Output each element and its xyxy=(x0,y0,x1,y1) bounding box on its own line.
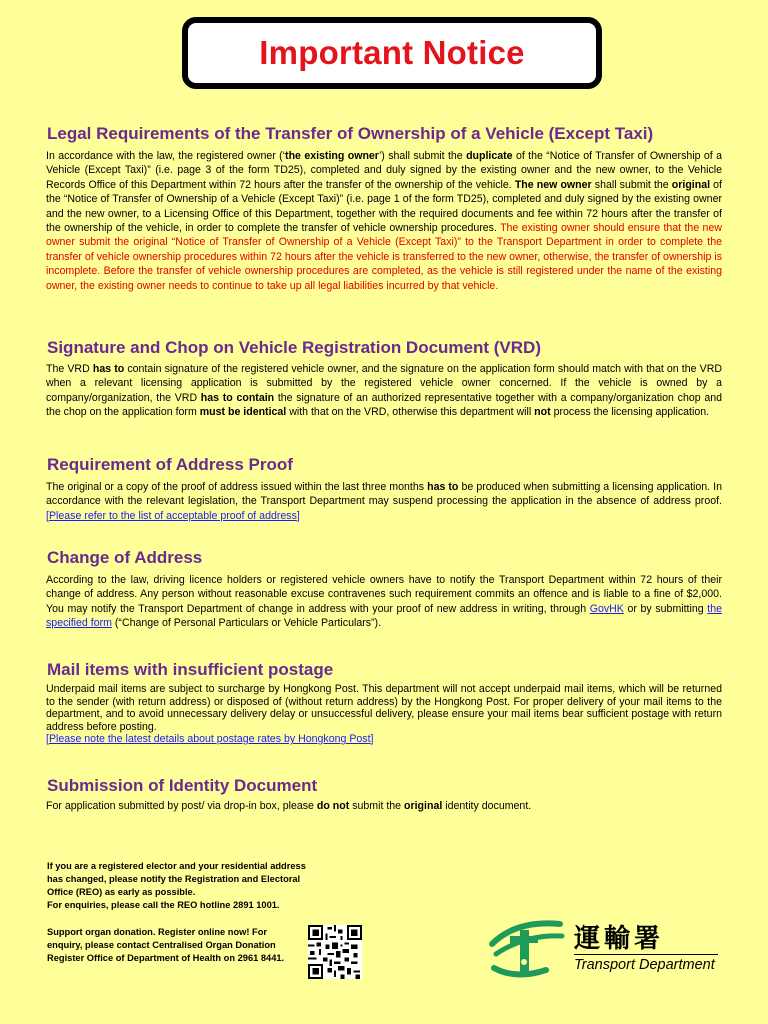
address-proof-heading: Requirement of Address Proof xyxy=(47,455,293,474)
change-address-heading: Change of Address xyxy=(47,548,203,567)
logo-chinese-text: 運輸署 xyxy=(574,924,665,954)
notice-title-box xyxy=(182,17,602,89)
qr-code-icon[interactable] xyxy=(308,925,362,979)
mail-heading: Mail items with insufficient postage xyxy=(47,660,334,679)
change-address-paragraph: According to the law, driving licence holders or registered vehicle owners have to notify the Transport Department within 72 hours of their change of address. Any person without reasonable excuse contravenes such requirement commits an offence and is liable to a fine of $2,000. You may notify the Transport Department of change in address with your proof of new address in writing, through GovHK or by submitting the specified form (“Change of Personal Particulars or Vehicle Particulars”). xyxy=(46,574,722,630)
organ-donation-note: Support organ donation. Register online now! For enquiry, please contact Centralised Organ Donation Register Office of Department of Health on 2961 8441. xyxy=(47,927,285,963)
reo-note: If you are a registered elector and your residential address has changed, please notify the Registration and Electoral Office (REO) as early as possible. For enquiries, please call the REO hotline 2891 1001. xyxy=(47,861,306,910)
transport-department-logo xyxy=(486,914,726,984)
specified-form-link[interactable]: the specified form xyxy=(46,602,722,630)
page-title: Important Notice xyxy=(259,34,525,71)
signature-heading: Signature and Chop on Vehicle Registration Document (VRD) xyxy=(47,338,541,357)
reo-hotline: For enquiries, please call the REO hotline 2891 1001. xyxy=(47,900,280,910)
signature-paragraph: The VRD has to contain signature of the registered vehicle owner, and the signature on the application form should match with that on the VRD when a relevant licensing application is submitted by the registered vehicle owner concerned. If the vehicle is owned by a company/organization, the VRD has to contain the signature of an authorized representative together with a company/organization chop and the chop on the application form must be identical with that on the VRD, otherwise this department will not process the licensing application. xyxy=(46,363,722,419)
address-proof-paragraph: The original or a copy of the proof of address issued within the last three months has to be produced when submitting a licensing application. In accordance with the relevant legislation, the Transport Department may suspend processing the application in the absence of address proof. [Please refer to the list of acceptable proof of address] xyxy=(46,481,723,522)
identity-heading: Submission of Identity Document xyxy=(47,776,318,795)
mail-paragraph: Underpaid mail items are subject to surcharge by Hongkong Post. This department will not accept underpaid mail items, which will be returned to the sender (with return address) or disposed of (without return address) by the Hongkong Post. For proper delivery of your mail items to the department, and to avoid unnecessary delivery delay or unsuccessful delivery, please ensure your mail items bear sufficient postage with return address before posting. [Please note the latest details about postage rates by Hongkong Post] xyxy=(46,683,722,745)
address-proof-link[interactable]: Please refer to the list of acceptable proof of address xyxy=(48,509,297,522)
logo-english-text: Transport Department xyxy=(574,957,715,973)
govhk-link[interactable]: GovHK xyxy=(589,602,624,615)
legal-heading: Legal Requirements of the Transfer of Ownership of a Vehicle (Except Taxi) xyxy=(47,124,654,143)
legal-warning-text: The existing owner should ensure that the new owner submit the original “Notice of Transfer of Ownership of a Vehicle (Except Taxi)” to the Transport Department in order to complete the transfer of vehicle ownership procedures within 72 hours after the vehicle is transferred to the new owner, otherwise, the transfer of ownership is incomplete. Before the transfer of vehicle ownership procedures are completed, as the vehicle is still registered under the name of the existing owner, the existing owner needs to continue to take up all legal liabilities incurred by that vehicle. xyxy=(46,222,722,292)
td-emblem-icon xyxy=(486,914,566,980)
legal-paragraph: In accordance with the law, the registered owner (‘the existing owner’) shall submit the duplicate of the “Notice of Transfer of Ownership of a Vehicle (Except Taxi)” (i.e. page 3 of the form TD25), completed and duly signed by the existing owner and the new owner, to the Vehicle Records Office of this Department within 72 hours after the transfer of the ownership of the vehicle. The new owner shall submit the original of the “Notice of Transfer of Ownership of a Vehicle (Except Taxi)” (i.e. page 1 of the form TD25), completed and duly signed by the existing owner and the new owner, to a Licensing Office of this Department, together with the required documents and fee within 72 hours after the transfer of the ownership of the vehicle, in order to complete the transfer of vehicle ownership procedures. The existing owner should ensure that the new owner submit the original “Notice of Transfer of Ownership of a Vehicle (Except Taxi)” to the Transport Department in order to complete the transfer of vehicle ownership procedures within 72 hours after the vehicle is transferred to the new owner, otherwise, the transfer of ownership is incomplete. Before the transfer of vehicle ownership procedures are completed, as the vehicle is still registered under the name of the existing owner, the existing owner needs to continue to take up all legal liabilities incurred by that vehicle. xyxy=(46,150,723,292)
logo-divider xyxy=(574,954,718,955)
identity-paragraph: For application submitted by post/ via drop-in box, please do not submit the original identity document. xyxy=(46,800,532,812)
postage-rates-link[interactable]: Please note the latest details about postage rates by Hongkong Post xyxy=(48,733,371,745)
